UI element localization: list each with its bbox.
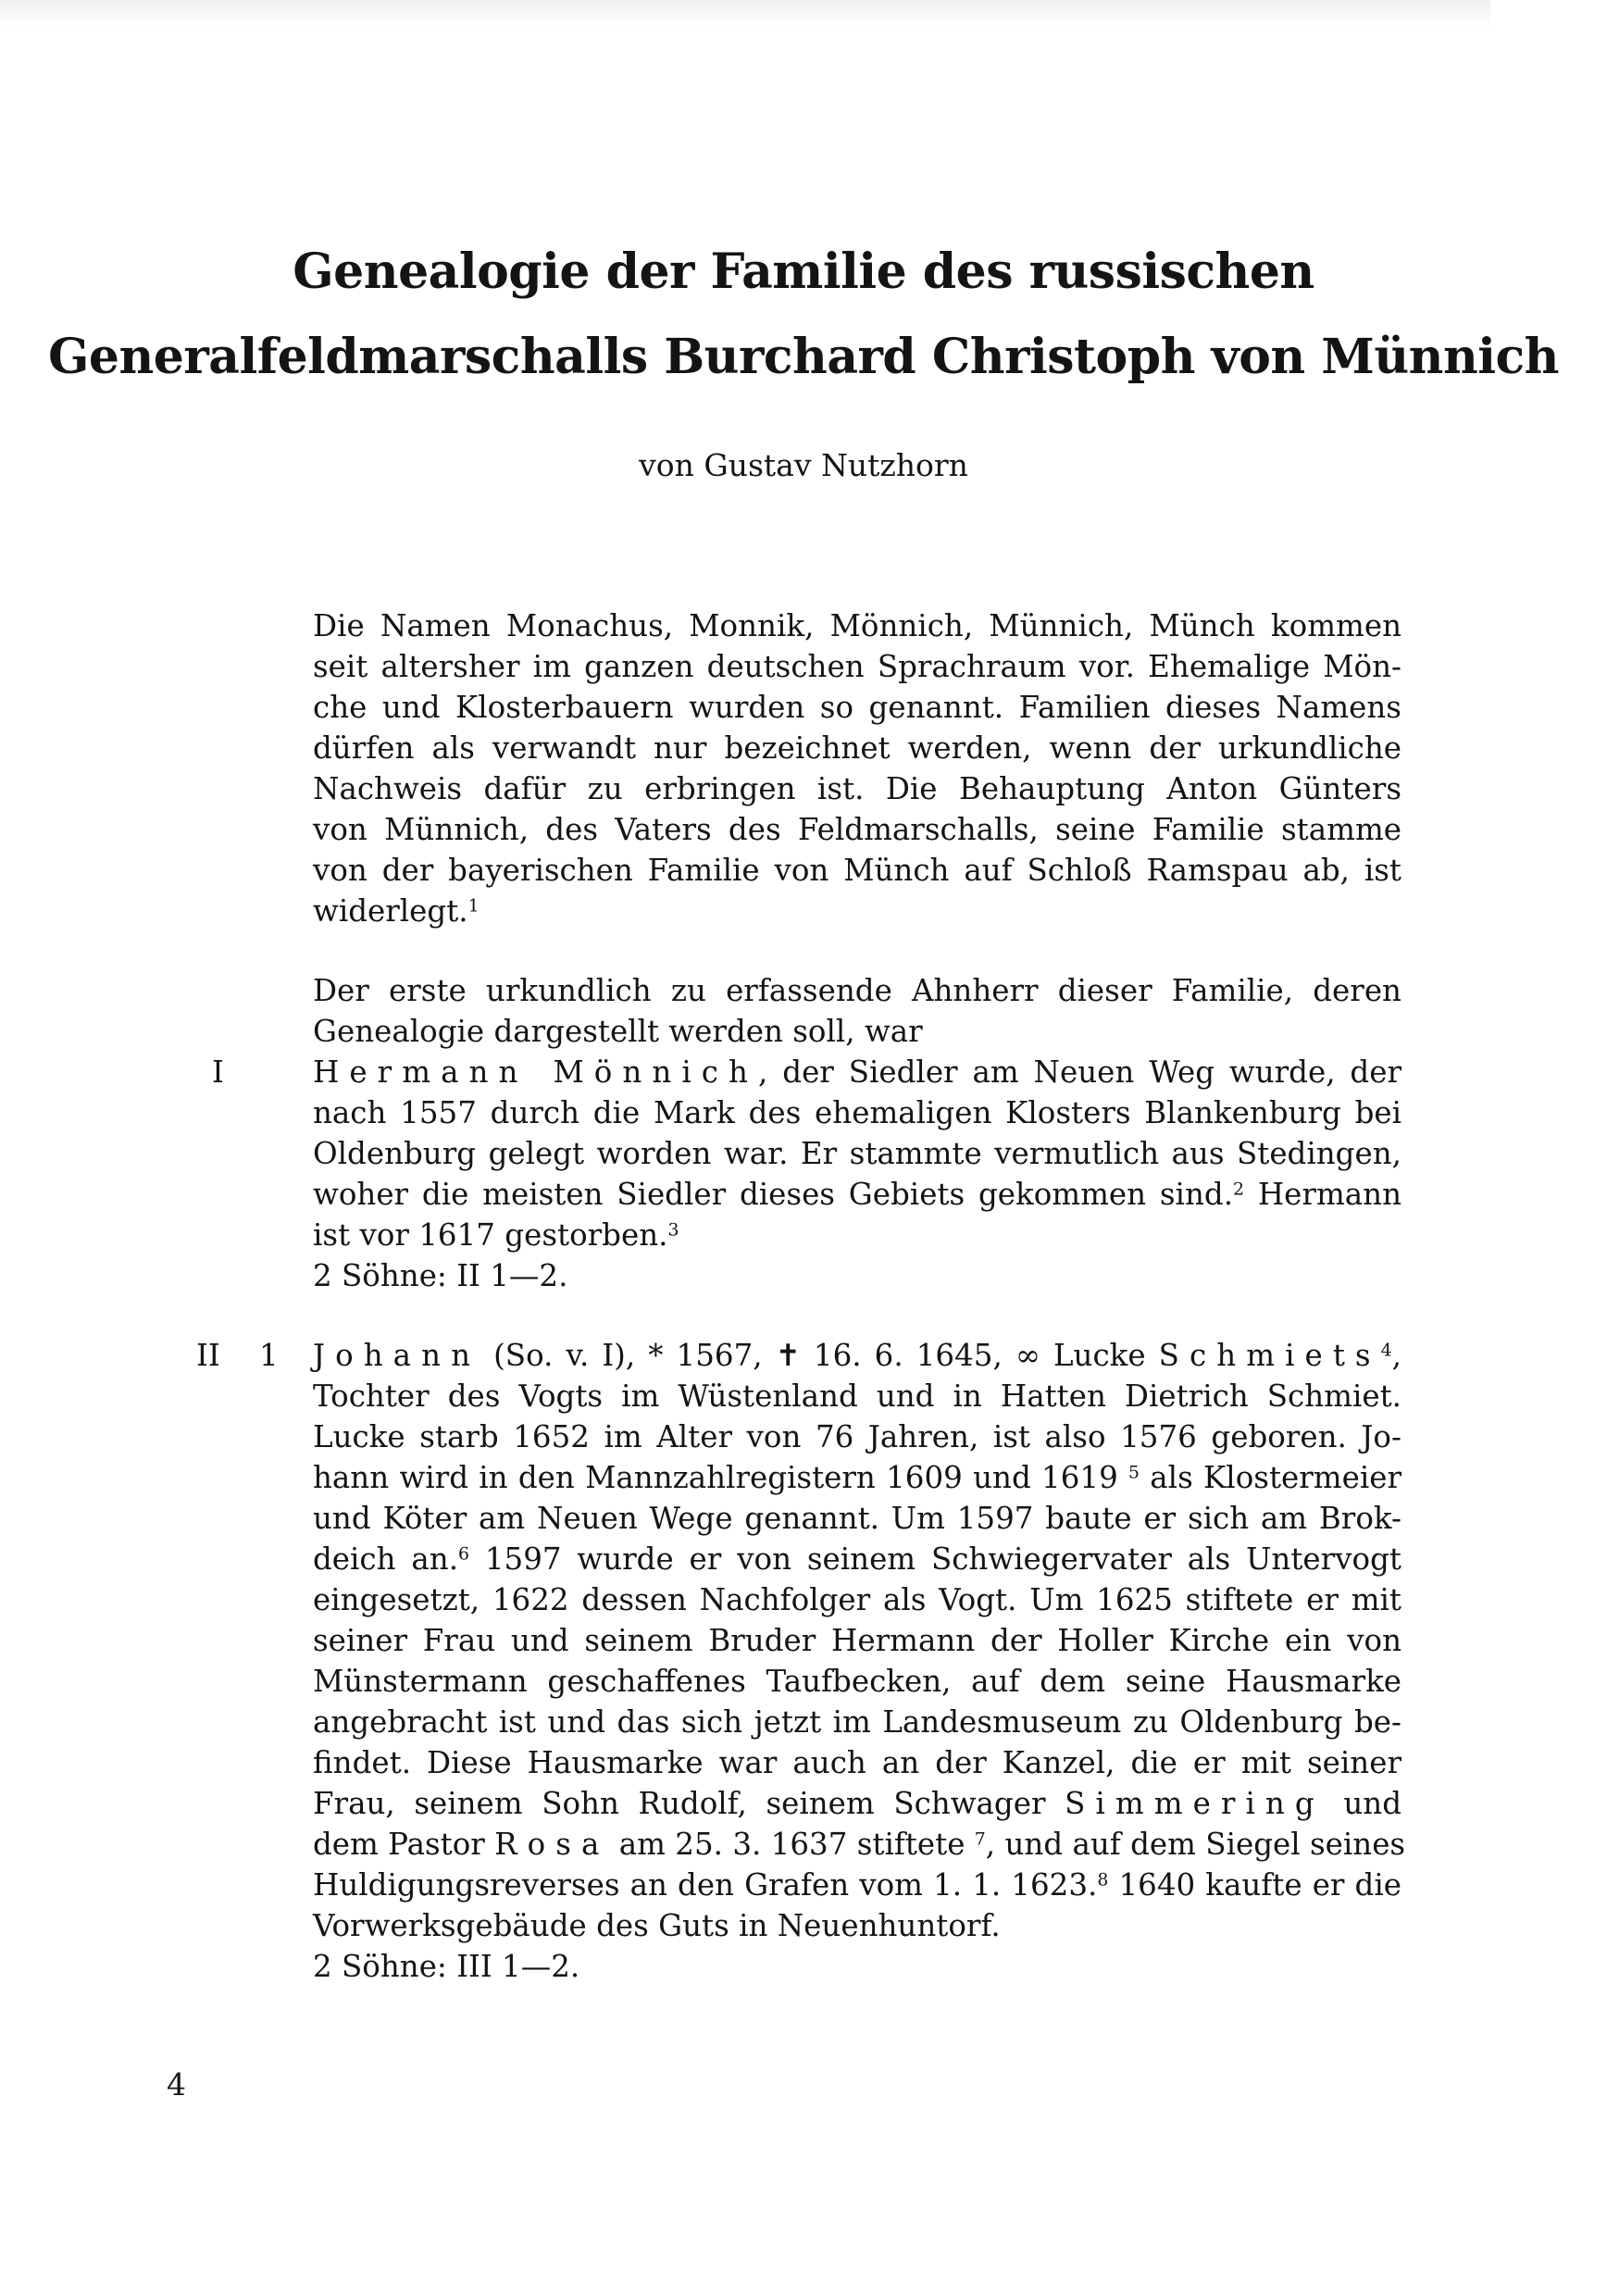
paragraph-2-line-2: Genealogie dargestellt werden soll, war bbox=[313, 1014, 923, 1049]
text-span: , und auf dem Siegel seines bbox=[985, 1827, 1406, 1862]
paragraph-1-line-2: seit altersher im ganzen deutschen Sprachraum vor. Ehemalige Mön- bbox=[313, 649, 1401, 684]
text-span: Hermann bbox=[1244, 1177, 1402, 1212]
paragraph-1-line-8 bbox=[313, 892, 1401, 930]
text-span: am 25. 3. 1637 stiftete bbox=[609, 1827, 975, 1862]
paragraph-1-line-6: von Münnich, des Vaters des Feldmarschalls, seine Familie stamme bbox=[313, 812, 1401, 847]
section-II1-line-8: seiner Frau und seinem Bruder Hermann der Holler Kirche ein von bbox=[313, 1623, 1401, 1658]
text-span: woher die meisten Siedler dieses Gebiets gekommen sind. bbox=[313, 1177, 1234, 1212]
footnote-ref-8: 8 bbox=[1097, 1870, 1109, 1890]
paragraph-1-line-7: von der bayerischen Familie von Münch auf Schloß Ramspau ab, ist bbox=[313, 853, 1401, 888]
text-span: (So. v. I), * 1567, ✝ 16. 6. 1645, ∞ Lucke bbox=[480, 1338, 1159, 1373]
text-span: ist vor 1617 gestorben. bbox=[313, 1217, 668, 1253]
section-II1-line-6 bbox=[313, 1541, 1401, 1578]
paragraph-1-line-3: che und Klosterbauern wurden so genannt. Familien dieses Namens bbox=[313, 690, 1401, 725]
section-II1-line-12 bbox=[313, 1785, 1401, 1822]
section-II1-line-13 bbox=[313, 1826, 1406, 1863]
section-marker-I: I bbox=[212, 1054, 224, 1090]
person-name-hermann: Hermann Mönnich bbox=[313, 1054, 759, 1090]
section-I-sons: 2 Söhne: II 1—2. bbox=[313, 1258, 568, 1293]
paragraph-2-line-1: Der erste urkundlich zu erfassende Ahnherr dieser Familie, deren bbox=[313, 973, 1401, 1008]
footnote-ref-4: 4 bbox=[1380, 1341, 1392, 1361]
title-line-1: Genealogie der Familie des russischen bbox=[293, 243, 1314, 300]
section-I-line-2: nach 1557 durch die Mark des ehemaligen Klosters Blankenburg bei bbox=[313, 1095, 1401, 1130]
person-name-johann: Johann bbox=[313, 1338, 481, 1373]
paragraph-1-line-4: dürfen als verwandt nur bezeichnet werden, wenn der urkundliche bbox=[313, 730, 1401, 766]
entry-number-1: 1 bbox=[259, 1338, 279, 1373]
section-II1-line-4 bbox=[313, 1459, 1401, 1496]
section-II1-line-3: Lucke starb 1652 im Alter von 76 Jahren, ist also 1576 geboren. Jo- bbox=[313, 1419, 1401, 1454]
section-II1-line-5: und Köter am Neuen Wege genannt. Um 1597 baute er sich am Brok- bbox=[313, 1501, 1401, 1536]
person-name-schmiets: Schmiets bbox=[1158, 1338, 1381, 1373]
section-I-line-3: Oldenburg gelegt worden war. Er stammte vermutlich aus Stedingen, bbox=[313, 1136, 1401, 1171]
text-span: , bbox=[1391, 1338, 1401, 1373]
text-span: 1640 kaufte er die bbox=[1108, 1867, 1401, 1903]
section-II1-sons: 2 Söhne: III 1—2. bbox=[313, 1949, 580, 1984]
section-marker-II: II bbox=[196, 1338, 220, 1373]
section-II1-line-10: angebracht ist und das sich jetzt im Landesmuseum zu Oldenburg be- bbox=[313, 1704, 1401, 1740]
text-span: dem Pastor bbox=[313, 1827, 495, 1862]
text-span: Frau, seinem Sohn Rudolf, seinem Schwager bbox=[313, 1786, 1065, 1821]
section-II1-line-11: findet. Diese Hausmarke war auch an der Kanzel, die er mit seiner bbox=[313, 1745, 1401, 1780]
text-span: deich an. bbox=[313, 1541, 459, 1577]
section-I-line-1 bbox=[313, 1054, 1401, 1091]
footnote-ref-5: 5 bbox=[1128, 1463, 1140, 1483]
section-II1-line-1 bbox=[313, 1337, 1401, 1374]
section-II1-line-15: Vorwerksgebäude des Guts in Neuenhuntorf. bbox=[313, 1908, 1001, 1943]
paragraph-1-line-5: Nachweis dafür zu erbringen ist. Die Behauptung Anton Günters bbox=[313, 771, 1401, 806]
scan-shadow bbox=[0, 0, 1490, 31]
paragraph-1-line-1: Die Namen Monachus, Monnik, Mönnich, Münnich, Münch kommen bbox=[313, 608, 1401, 643]
section-II1-line-14 bbox=[313, 1866, 1401, 1903]
text-span: 1597 wurde er von seinem Schwiegervater als Untervogt bbox=[469, 1541, 1401, 1577]
section-I-line-4 bbox=[313, 1176, 1401, 1213]
section-I-line-5 bbox=[313, 1217, 1401, 1254]
footnote-ref-7: 7 bbox=[974, 1829, 986, 1850]
text-span: , der Siedler am Neuen Weg wurde, der bbox=[758, 1054, 1402, 1090]
text-span: als Klostermeier bbox=[1140, 1460, 1401, 1495]
text-span: widerlegt. bbox=[313, 893, 468, 929]
section-II1-line-7: eingesetzt, 1622 dessen Nachfolger als Vogt. Um 1625 stiftete er mit bbox=[313, 1582, 1401, 1617]
footnote-ref-2: 2 bbox=[1233, 1179, 1245, 1200]
text-span: und bbox=[1324, 1786, 1402, 1821]
page-number: 4 bbox=[167, 2066, 186, 2103]
text-span: Huldigungsreverses an den Grafen vom 1. 1. 1623. bbox=[313, 1867, 1098, 1903]
author-byline: von Gustav Nutzhorn bbox=[639, 447, 968, 483]
section-II1-line-2: Tochter des Vogts im Wüstenland und in Hatten Dietrich Schmiet. bbox=[313, 1379, 1401, 1414]
text-span: hann wird in den Mannzahlregistern 1609 und 1619 bbox=[313, 1460, 1129, 1495]
footnote-ref-1: 1 bbox=[467, 896, 480, 917]
footnote-ref-6: 6 bbox=[458, 1544, 470, 1565]
section-II1-line-9: Münstermann geschaffenes Taufbecken, auf dem seine Hausmarke bbox=[313, 1664, 1401, 1699]
footnote-ref-3: 3 bbox=[667, 1220, 679, 1241]
person-name-simmering: Simmering bbox=[1065, 1786, 1325, 1821]
title-line-2: Generalfeldmarschalls Burchard Christoph von Münnich bbox=[47, 329, 1559, 385]
person-name-rosa: Rosa bbox=[494, 1827, 610, 1862]
